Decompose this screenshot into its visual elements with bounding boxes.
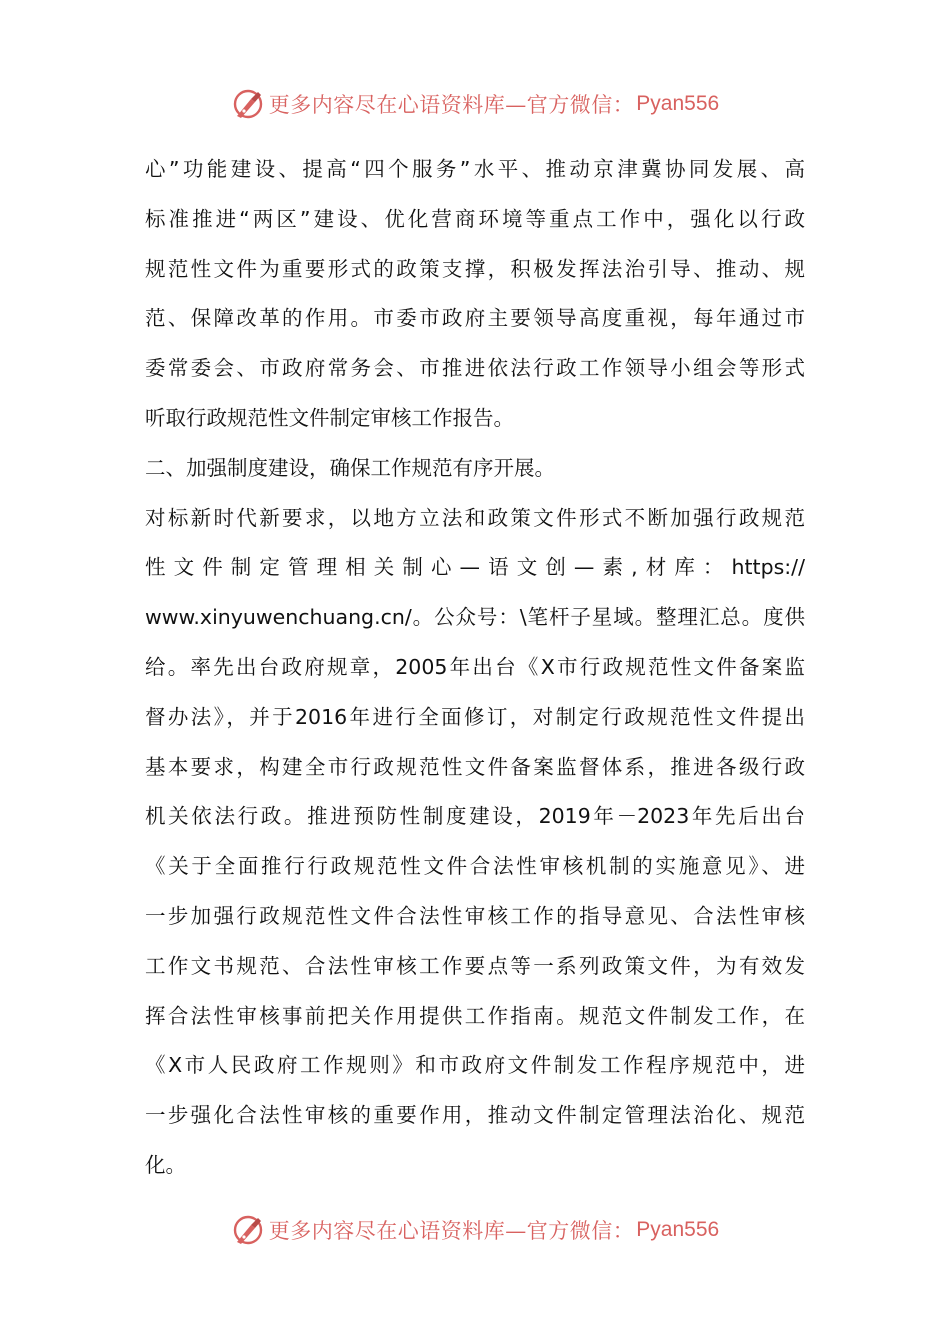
text-line: 基本要求，构建全市行政规范性文件备案监督体系，推进各级行政	[145, 754, 805, 779]
text-line: 委常委会、市政府常务会、市推进依法行政工作领导小组会等形式	[145, 356, 805, 381]
text-line: 《X市人民政府工作规则》和市政府文件制发工作程序规范中，进	[145, 1053, 805, 1078]
banner-text: 更多内容尽在心语资料库—官方微信：	[268, 1219, 635, 1243]
pen-nib-logo-icon	[231, 87, 265, 121]
text-line: 对标新时代新要求，以地方立法和政策文件形式不断加强行政规范	[145, 505, 805, 530]
document-body	[145, 145, 805, 1191]
banner-wechat-id: Pyan556	[636, 1218, 720, 1241]
text-line: 性文件制定管理相关制心—语文创—素,材库：https://	[145, 555, 805, 580]
text-line: 给。率先出台政府规章，2005年出台《X市行政规范性文件备案监	[145, 654, 805, 679]
text-line: 工作文书规范、合法性审核工作要点等一系列政策文件，为有效发	[145, 953, 805, 978]
text-line: 挥合法性审核事前把关作用提供工作指南。规范文件制发工作，在	[145, 1003, 805, 1028]
text-line: 规范性文件为重要形式的政策支撑，积极发挥法治引导、推动、规	[145, 256, 805, 281]
text-line: 心”功能建设、提高“四个服务”水平、推动京津冀协同发展、高	[145, 157, 805, 181]
text-line: 听取行政规范性文件制定审核工作报告。	[145, 405, 514, 430]
text-line: 《关于全面推行行政规范性文件合法性审核机制的实施意见》、进	[145, 854, 805, 879]
pen-nib-logo-icon	[231, 1213, 265, 1247]
text-line: 标准推进“两区”建设、优化营商环境等重点工作中，强化以行政	[145, 206, 805, 231]
text-line: 化。	[145, 1152, 186, 1177]
text-line: 机关依法行政。推进预防性制度建设，2019年－2023年先后出台	[145, 804, 805, 829]
text-line: 范、保障改革的作用。市委市政府主要领导高度重视，每年通过市	[145, 306, 805, 331]
text-line: 督办法》，并于2016年进行全面修订，对制定行政规范性文件提出	[145, 704, 805, 729]
header-watermark-banner	[0, 82, 950, 126]
text-line: 一步加强行政规范性文件合法性审核工作的指导意见、合法性审核	[145, 903, 805, 928]
text-line: www.xinyuwenchuang.cn/。公众号：\笔杆子星域。整理汇总。度供	[145, 605, 805, 630]
banner-wechat-id: Pyan556	[636, 92, 720, 115]
text-line: 二、加强制度建设，确保工作规范有序开展。	[145, 455, 555, 480]
banner-text: 更多内容尽在心语资料库—官方微信：	[268, 93, 635, 117]
text-line: 一步强化合法性审核的重要作用，推动文件制定管理法治化、规范	[145, 1103, 805, 1128]
footer-watermark-banner	[0, 1208, 950, 1252]
